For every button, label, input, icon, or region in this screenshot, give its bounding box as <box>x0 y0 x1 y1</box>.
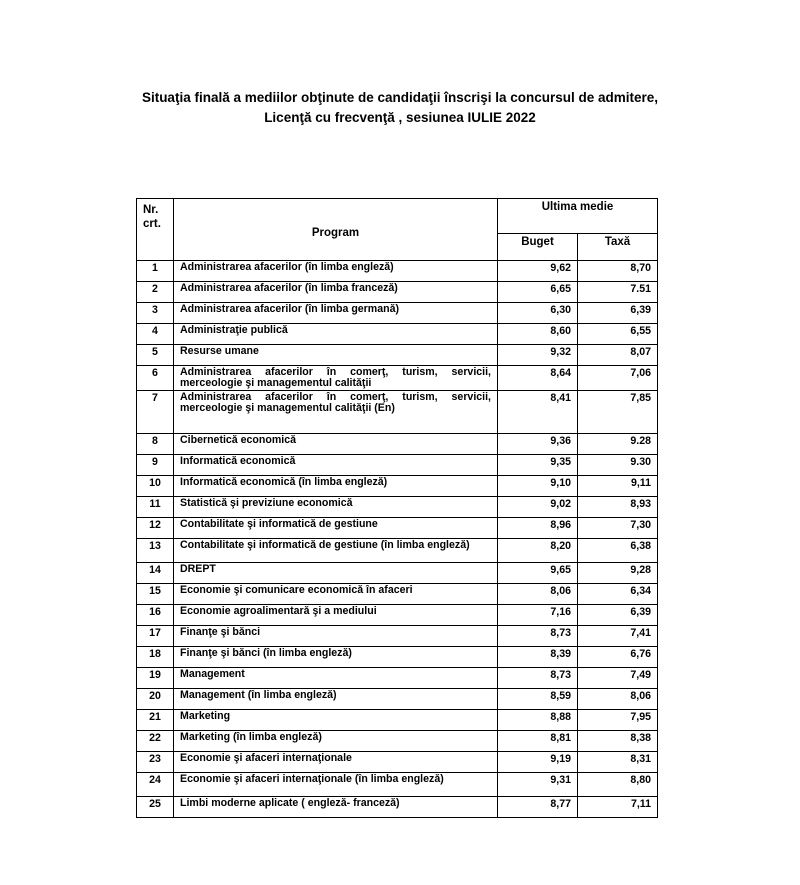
header-buget: Buget <box>498 234 578 261</box>
row-program-cell: Contabilitate şi informatică de gestiune <box>174 517 498 538</box>
title-line-1: Situaţia finală a mediilor obţinute de candidaţii înscrişi la concursul de admitere, <box>141 90 659 105</box>
row-nr-cell: 4 <box>137 324 174 345</box>
row-program-cell: Management (în limba engleză) <box>174 688 498 709</box>
row-nr-cell: 3 <box>137 303 174 324</box>
table-row <box>137 496 658 517</box>
header-program: Program <box>174 199 498 261</box>
row-buget-cell: 9,10 <box>498 475 578 496</box>
table-row <box>137 751 658 772</box>
row-nr-cell: 13 <box>137 538 174 562</box>
header-ultima-medie: Ultima medie <box>498 199 658 234</box>
row-taxa-cell: 9,28 <box>578 562 658 583</box>
row-taxa-cell: 7,06 <box>578 366 658 391</box>
row-program-cell: Informatică economică <box>174 454 498 475</box>
row-nr-cell: 10 <box>137 475 174 496</box>
row-buget-cell: 8,20 <box>498 538 578 562</box>
row-buget-cell: 6,30 <box>498 303 578 324</box>
table-row <box>137 303 658 324</box>
table-row <box>137 709 658 730</box>
row-taxa-cell: 6,38 <box>578 538 658 562</box>
row-taxa-cell: 8,93 <box>578 496 658 517</box>
row-nr-cell: 1 <box>137 261 174 282</box>
row-program-cell: Administrarea afacerilor (în limba franceză) <box>174 282 498 303</box>
row-program-cell: DREPT <box>174 562 498 583</box>
row-taxa-cell: 8,06 <box>578 688 658 709</box>
table-row <box>137 796 658 817</box>
table-row <box>137 730 658 751</box>
row-taxa-cell: 7,11 <box>578 796 658 817</box>
table-row <box>137 625 658 646</box>
row-taxa-cell: 7.51 <box>578 282 658 303</box>
row-nr-cell: 17 <box>137 625 174 646</box>
header-nr-crt <box>137 199 174 261</box>
row-buget-cell: 9,65 <box>498 562 578 583</box>
table-row <box>137 454 658 475</box>
table-row <box>137 475 658 496</box>
row-taxa-cell: 6,76 <box>578 646 658 667</box>
table-row <box>137 583 658 604</box>
row-nr-cell: 5 <box>137 345 174 366</box>
table-row <box>137 433 658 454</box>
row-taxa-cell: 9.30 <box>578 454 658 475</box>
row-buget-cell: 8,60 <box>498 324 578 345</box>
row-buget-cell: 8,64 <box>498 366 578 391</box>
row-buget-cell: 9,62 <box>498 261 578 282</box>
table-row <box>137 517 658 538</box>
row-nr-cell: 6 <box>137 366 174 391</box>
header-taxa: Taxă <box>578 234 658 261</box>
row-taxa-cell: 7,30 <box>578 517 658 538</box>
row-taxa-cell: 6,39 <box>578 604 658 625</box>
row-taxa-cell: 8,31 <box>578 751 658 772</box>
row-taxa-cell: 8,07 <box>578 345 658 366</box>
row-buget-cell: 8,96 <box>498 517 578 538</box>
table-row <box>137 261 658 282</box>
row-program-cell: Finanţe şi bănci <box>174 625 498 646</box>
row-buget-cell: 8,73 <box>498 625 578 646</box>
row-taxa-cell: 9,11 <box>578 475 658 496</box>
row-nr-cell: 11 <box>137 496 174 517</box>
row-nr-cell: 24 <box>137 772 174 796</box>
admission-averages-table <box>136 198 658 818</box>
row-nr-cell: 20 <box>137 688 174 709</box>
row-buget-cell: 8,77 <box>498 796 578 817</box>
row-buget-cell: 8,06 <box>498 583 578 604</box>
table-row <box>137 345 658 366</box>
row-nr-cell: 2 <box>137 282 174 303</box>
row-nr-cell: 14 <box>137 562 174 583</box>
row-program-cell: Economie şi comunicare economică în afaceri <box>174 583 498 604</box>
row-buget-cell: 8,81 <box>498 730 578 751</box>
table-row <box>137 604 658 625</box>
row-buget-cell: 7,16 <box>498 604 578 625</box>
header-nr-crt-label: Nr. crt. <box>143 204 161 230</box>
row-nr-cell: 22 <box>137 730 174 751</box>
row-nr-cell: 25 <box>137 796 174 817</box>
table-row <box>137 538 658 562</box>
row-nr-cell: 15 <box>137 583 174 604</box>
row-program-cell: Contabilitate şi informatică de gestiune (în limba engleză) <box>174 538 498 562</box>
row-taxa-cell: 6,34 <box>578 583 658 604</box>
row-taxa-cell: 6,39 <box>578 303 658 324</box>
row-buget-cell: 9,02 <box>498 496 578 517</box>
row-program-cell: Marketing <box>174 709 498 730</box>
row-program-cell: Resurse umane <box>174 345 498 366</box>
row-taxa-cell: 9.28 <box>578 433 658 454</box>
table-row <box>137 772 658 796</box>
row-taxa-cell: 8,70 <box>578 261 658 282</box>
row-program-cell: Administrarea afacerilor în comerţ, turism, servicii, merceologie şi managementul calităţii (En) <box>174 390 498 433</box>
row-nr-cell: 18 <box>137 646 174 667</box>
row-program-cell: Statistică şi previziune economică <box>174 496 498 517</box>
row-taxa-cell: 8,80 <box>578 772 658 796</box>
row-program-cell: Marketing (în limba engleză) <box>174 730 498 751</box>
table-row <box>137 562 658 583</box>
row-buget-cell: 9,35 <box>498 454 578 475</box>
row-nr-cell: 16 <box>137 604 174 625</box>
row-buget-cell: 9,31 <box>498 772 578 796</box>
row-nr-cell: 19 <box>137 667 174 688</box>
row-buget-cell: 9,19 <box>498 751 578 772</box>
row-taxa-cell: 8,38 <box>578 730 658 751</box>
row-program-cell: Economie agroalimentară şi a mediului <box>174 604 498 625</box>
row-program-cell: Cibernetică economică <box>174 433 498 454</box>
row-nr-cell: 8 <box>137 433 174 454</box>
row-taxa-cell: 6,55 <box>578 324 658 345</box>
row-taxa-cell: 7,85 <box>578 390 658 433</box>
row-program-cell: Finanţe şi bănci (în limba engleză) <box>174 646 498 667</box>
row-nr-cell: 23 <box>137 751 174 772</box>
row-program-cell: Administrarea afacerilor (în limba engleză) <box>174 261 498 282</box>
row-nr-cell: 21 <box>137 709 174 730</box>
row-buget-cell: 8,59 <box>498 688 578 709</box>
table-row <box>137 646 658 667</box>
row-nr-cell: 9 <box>137 454 174 475</box>
row-taxa-cell: 7,41 <box>578 625 658 646</box>
row-program-cell: Administrarea afacerilor (în limba germană) <box>174 303 498 324</box>
table-row <box>137 688 658 709</box>
title-line-2: Licenţă cu frecvenţă , sesiunea IULIE 2022 <box>264 110 536 125</box>
row-program-cell: Management <box>174 667 498 688</box>
table-body <box>137 261 658 818</box>
table-row <box>137 324 658 345</box>
row-program-cell: Economie şi afaceri internaţionale (în limba engleză) <box>174 772 498 796</box>
row-buget-cell: 9,36 <box>498 433 578 454</box>
row-program-cell: Economie şi afaceri internaţionale <box>174 751 498 772</box>
row-taxa-cell: 7,95 <box>578 709 658 730</box>
row-program-cell: Informatică economică (în limba engleză) <box>174 475 498 496</box>
table-row <box>137 366 658 391</box>
table-row <box>137 390 658 433</box>
row-buget-cell: 8,39 <box>498 646 578 667</box>
row-program-cell: Limbi moderne aplicate ( engleză- franceză) <box>174 796 498 817</box>
row-buget-cell: 9,32 <box>498 345 578 366</box>
row-nr-cell: 12 <box>137 517 174 538</box>
row-nr-cell: 7 <box>137 390 174 433</box>
row-program-cell: Administraţie publică <box>174 324 498 345</box>
row-buget-cell: 6,65 <box>498 282 578 303</box>
row-buget-cell: 8,73 <box>498 667 578 688</box>
row-program-cell: Administrarea afacerilor în comerţ, turism, servicii, merceologie şi managementul calităţii <box>174 366 498 391</box>
document-title <box>0 88 800 128</box>
table-row <box>137 282 658 303</box>
row-buget-cell: 8,88 <box>498 709 578 730</box>
table-row <box>137 667 658 688</box>
row-taxa-cell: 7,49 <box>578 667 658 688</box>
row-buget-cell: 8,41 <box>498 390 578 433</box>
